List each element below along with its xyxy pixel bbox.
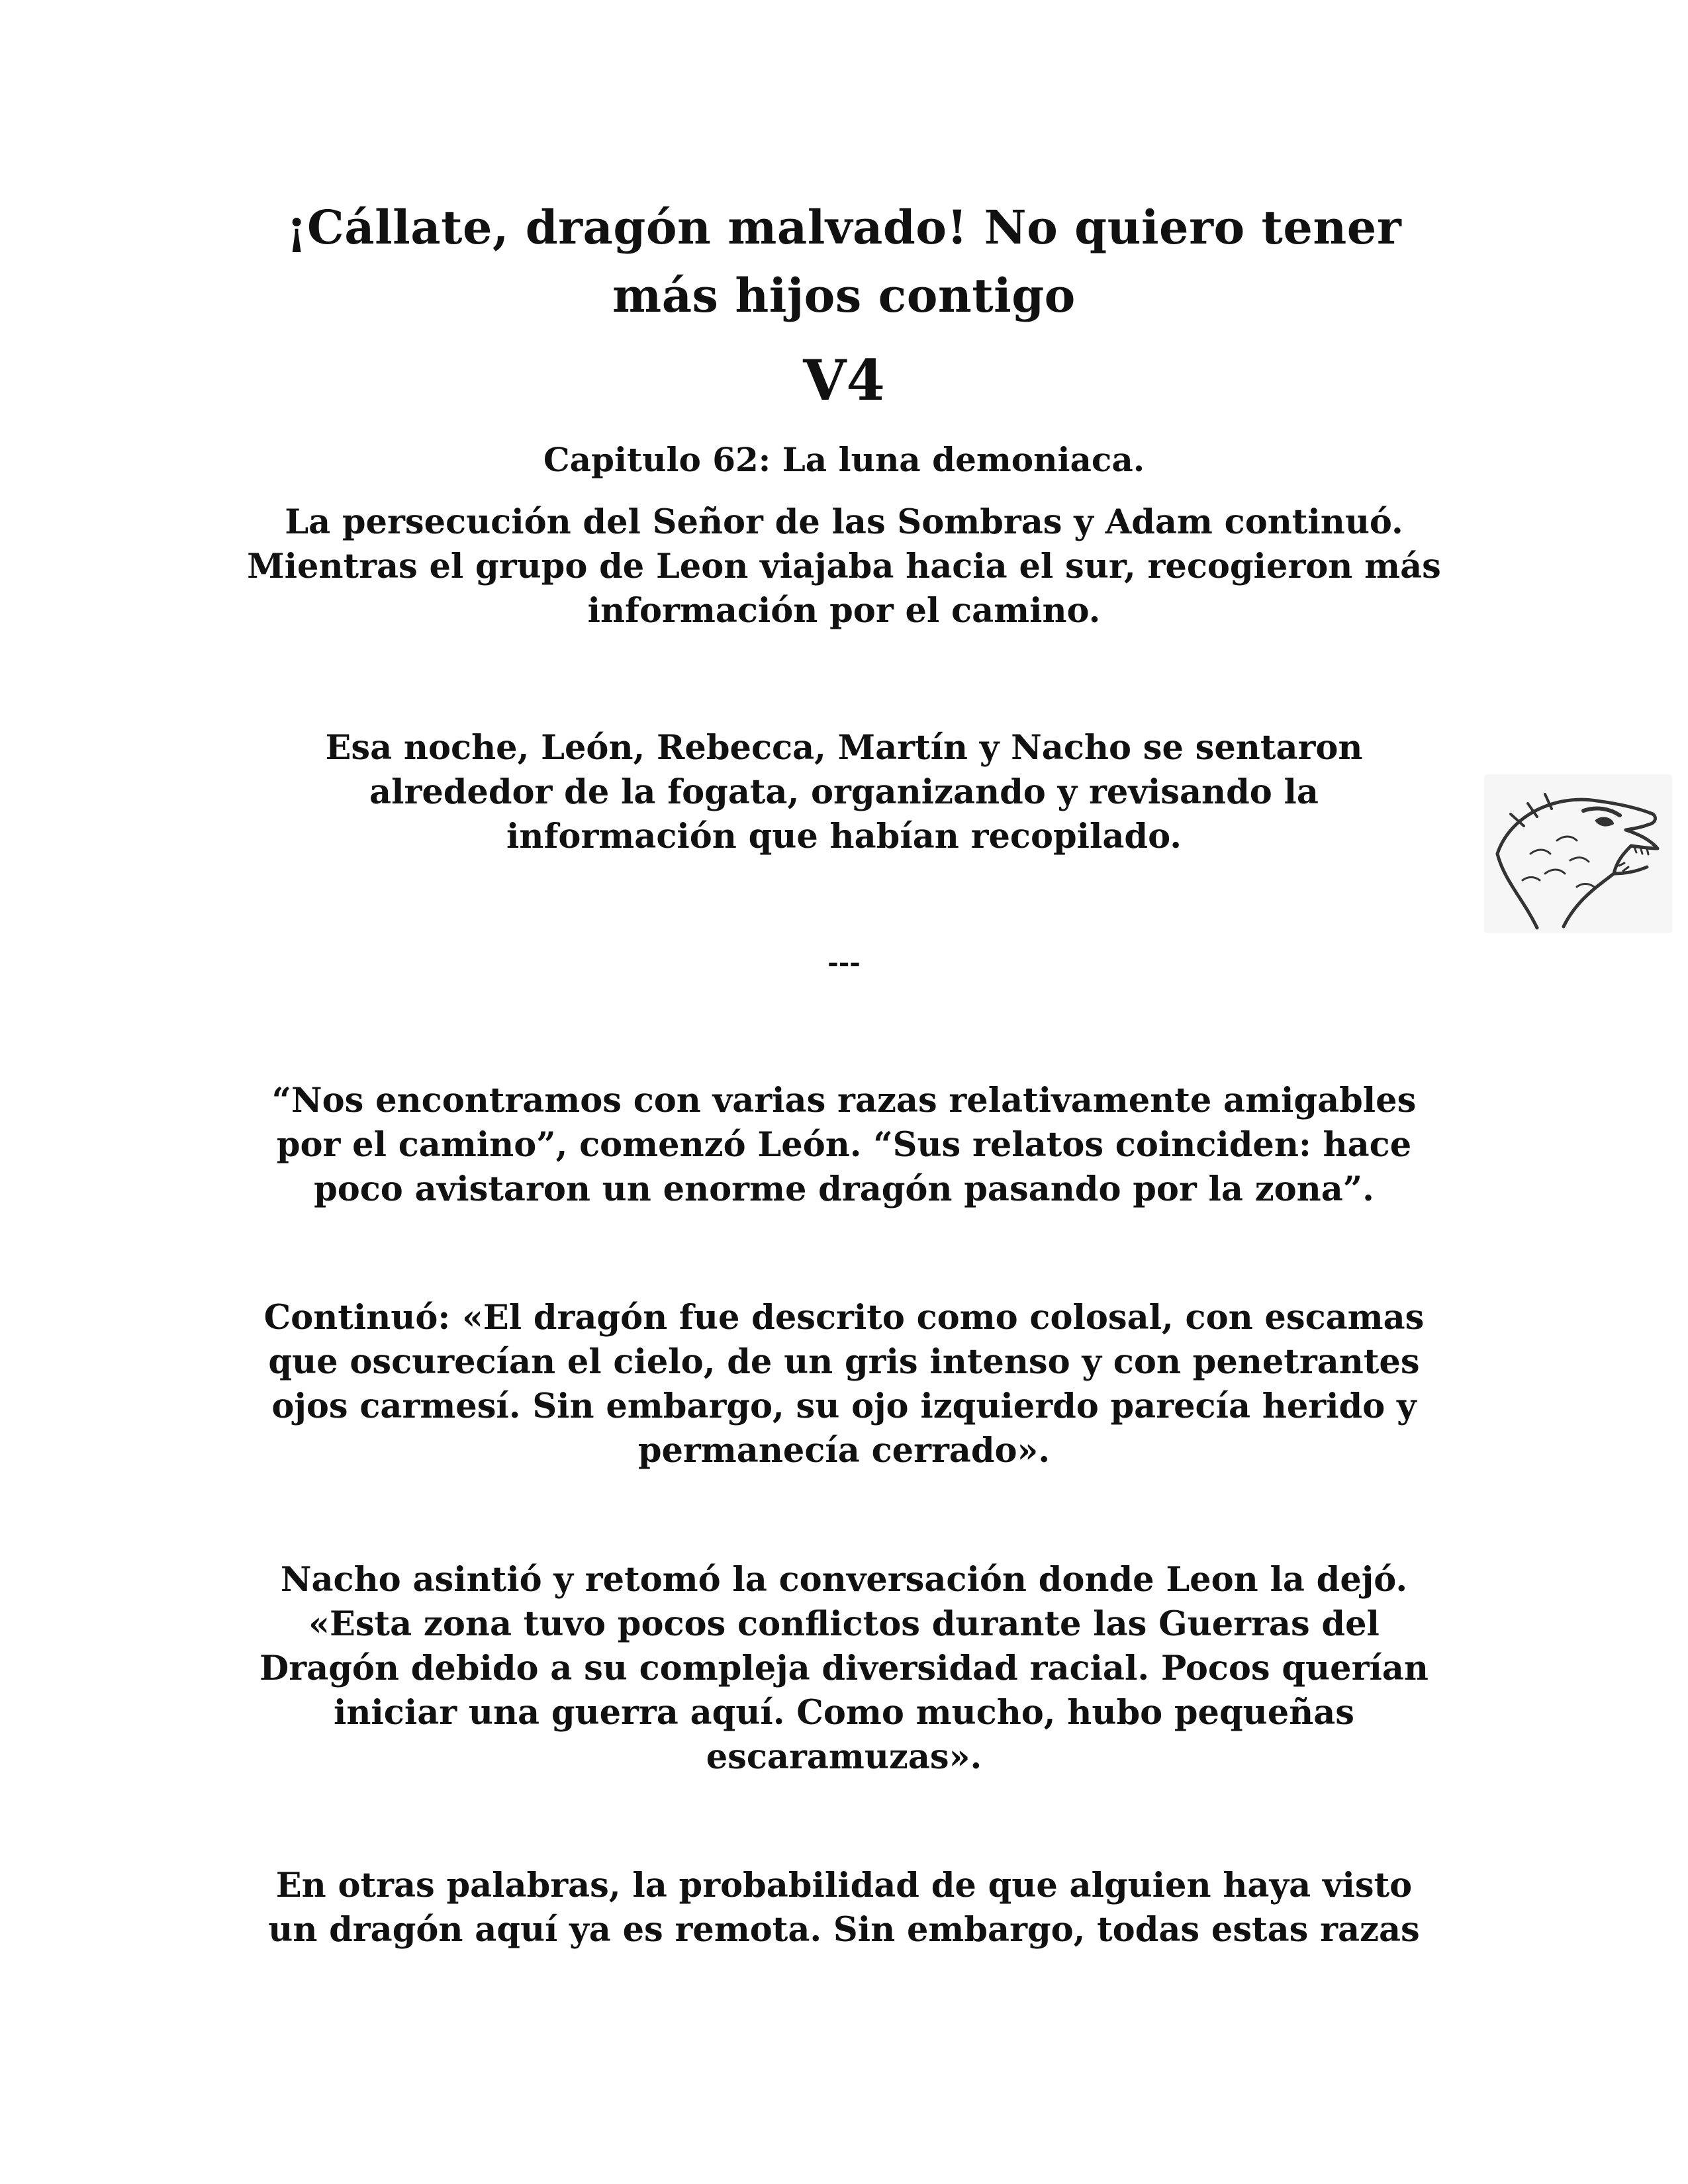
paragraph-line: «Esta zona tuvo pocos conflictos durante las Guerras del [308,1604,1380,1644]
title-line-1: ¡Cállate, dragón malvado! No quiero tener [286,200,1402,255]
paragraph-line: Dragón debido a su compleja diversidad racial. Pocos querían [259,1649,1429,1688]
paragraph-line: que oscurecían el cielo, de un gris intenso y con penetrantes [268,1342,1420,1382]
paragraph-line: por el camino”, comenzó León. “Sus relatos coinciden: hace [276,1125,1412,1165]
dragon-head-sketch-icon [1484,774,1672,933]
paragraph-line: Nacho asintió y retomó la conversación donde Leon la dejó. [280,1560,1408,1600]
paragraph-line: información por el camino. [587,591,1101,631]
paragraph-3 [199,1079,1489,1212]
document-title [199,193,1489,330]
paragraph-line: En otras palabras, la probabilidad de que alguien haya visto [275,1866,1413,1905]
paragraph-2 [199,726,1489,859]
section-separator: --- [827,947,861,978]
paragraph-line: ojos carmesí. Sin embargo, su ojo izquierdo parecía herido y [271,1387,1417,1426]
paragraph-line: alrededor de la fogata, organizando y revisando la [369,772,1319,812]
paragraph-5 [199,1558,1489,1780]
paragraph-line: poco avistaron un enorme dragón pasando por la zona”. [314,1169,1374,1209]
dragon-emblem [1484,774,1672,933]
paragraph-line: La persecución del Señor de las Sombras y Adam continuó. [285,502,1403,542]
paragraph-line: “Nos encontramos con varias razas relativamente amigables [271,1081,1417,1120]
volume-label: V4 [803,347,885,413]
paragraph-line: Continuó: «El dragón fue descrito como colosal, con escamas [263,1298,1425,1338]
paragraph-1 [199,500,1489,633]
paragraph-6 [199,1864,1489,1952]
paragraph-line: información que habían recopilado. [506,817,1182,856]
paragraph-line: un dragón aquí ya es remota. Sin embargo, todas estas razas [268,1910,1420,1950]
title-line-2: más hijos contigo [612,268,1076,323]
paragraph-line: permanecía cerrado». [637,1431,1051,1471]
paragraph-line: escaramuzas». [706,1737,982,1777]
paragraph-4 [199,1296,1489,1473]
paragraph-line: Esa noche, León, Rebecca, Martín y Nacho se sentaron [325,728,1363,768]
paragraph-line: Mientras el grupo de Leon viajaba hacia el sur, recogieron más [247,547,1441,586]
chapter-heading: Capitulo 62: La luna demoniaca. [543,440,1145,479]
paragraph-line: iniciar una guerra aquí. Como mucho, hubo pequeñas [333,1693,1355,1733]
